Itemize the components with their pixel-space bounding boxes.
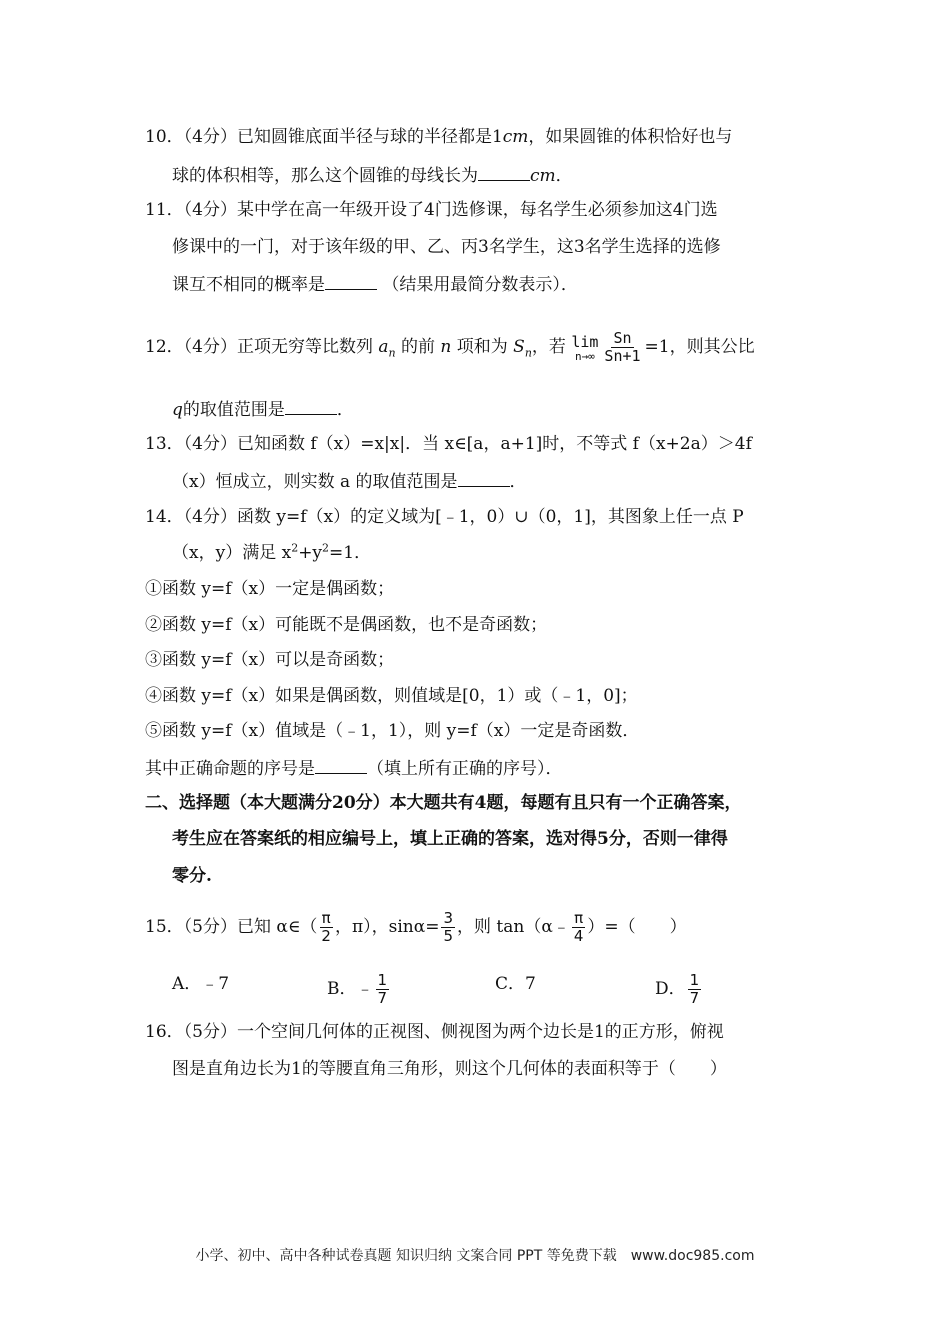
answer-blank[interactable] xyxy=(285,396,337,415)
q14-line1: 14．（4分）函数 y=f（x）的定义域为[﹣1，0）∪（0，1]，其图象上任一点 P xyxy=(145,507,744,527)
q14-item-4: ④函数 y=f（x）如果是偶函数，则值域是[0，1）或（﹣1，0]； xyxy=(145,686,638,706)
section2-line2: 考生应在答案纸的相应编号上，填上正确的答案，选对得5分，否则一律得 xyxy=(172,829,728,849)
q16-line1: 16．（5分）一个空间几何体的正视图、侧视图为两个边长是1的正方形，俯视 xyxy=(145,1022,724,1042)
page-footer: 小学、初中、高中各种试卷真题 知识归纳 文案合同 PPT 等免费下载 www.doc985.com xyxy=(195,1248,755,1264)
q12-line1: 12．（4分）正项无穷等比数列 $a_n$ 的前 n 项和为 $S_n$，若 lim n→∞ $\frac{Sn}{Sn+1}$ =1，则其公比 xyxy=(145,329,755,365)
q15-option-b[interactable]: B．﹣ $\frac{1}{7}$ xyxy=(327,971,388,1007)
q14-item-1: ①函数 y=f（x）一定是偶函数； xyxy=(145,579,395,599)
q11-line1: 11．（4分）某中学在高一年级开设了4门选修课，每名学生必须参加这4门选 xyxy=(145,200,718,220)
fraction-1-7: $\frac{1}{7}$ xyxy=(377,971,388,1007)
q16-line2: 图是直角边长为1的等腰直角三角形，则这个几何体的表面积等于（ ） xyxy=(172,1059,727,1079)
q13-line1: 13．（4分）已知函数 f（x）=x|x|．当 x∈[a，a+1]时，不等式 f（x+2a）＞4f xyxy=(145,434,752,454)
q14-item-2: ②函数 y=f（x）可能既不是偶函数，也不是奇函数； xyxy=(145,615,548,635)
q10-line1: 10．（4分）已知圆锥底面半径与球的半径都是1cm，如果圆锥的体积恰好也与 xyxy=(145,127,733,147)
q15-option-c[interactable]: C．7 xyxy=(495,974,536,994)
fraction-pi-2: $\frac{\pi}{2}$ xyxy=(321,909,331,945)
fraction-sn: $\frac{Sn}{Sn+1}$ xyxy=(604,329,641,365)
answer-blank[interactable] xyxy=(478,162,530,181)
fraction-3-5: $\frac{3}{5}$ xyxy=(443,909,454,945)
q10-line2: 球的体积相等，那么这个圆锥的母线长为 cm． xyxy=(172,162,573,188)
q11-line3: 课互不相同的概率是 （结果用最简分数表示）． xyxy=(172,271,578,297)
q14-item-5: ⑤函数 y=f（x）值域是（﹣1，1），则 y=f（x）一定是奇函数． xyxy=(145,721,640,741)
q15-option-d[interactable]: D． $\frac{1}{7}$ xyxy=(655,971,700,1007)
answer-blank[interactable] xyxy=(315,755,367,774)
answer-blank[interactable] xyxy=(325,271,377,290)
q13-line2: （x）恒成立，则实数 a 的取值范围是 ． xyxy=(172,468,527,494)
q14-item-3: ③函数 y=f（x）可以是奇函数； xyxy=(145,650,395,670)
section2-line3: 零分. xyxy=(172,866,212,886)
fraction-1-7: $\frac{1}{7}$ xyxy=(689,971,700,1007)
fraction-pi-4: $\frac{\pi}{4}$ xyxy=(573,909,584,945)
section2-line1: 二、选择题（本大题满分20分）本大题共有4题，每题有且只有一个正确答案， xyxy=(145,793,742,813)
q11-line2: 修课中的一门，对于该年级的甲、乙、丙3名学生，这3名学生选择的选修 xyxy=(172,237,721,257)
q15-stem: 15．（5分）已知 α∈（ $\frac{\pi}{2}$ ，π），sinα= $\frac{3}{5}$ ，则 tan（α﹣ $\frac{\pi}{4}$ ）=（ ） xyxy=(145,909,687,945)
limit-expression: lim n→∞ xyxy=(571,332,599,363)
q14-line2: （x，y）满足 $x^2+y^2=1$． xyxy=(172,541,372,563)
q12-line2: q的取值范围是 ． xyxy=(172,396,354,422)
q15-option-a[interactable]: A．﹣7 xyxy=(172,974,230,994)
q14-tail: 其中正确命题的序号是 （填上所有正确的序号）． xyxy=(145,755,563,781)
answer-blank[interactable] xyxy=(458,468,510,487)
